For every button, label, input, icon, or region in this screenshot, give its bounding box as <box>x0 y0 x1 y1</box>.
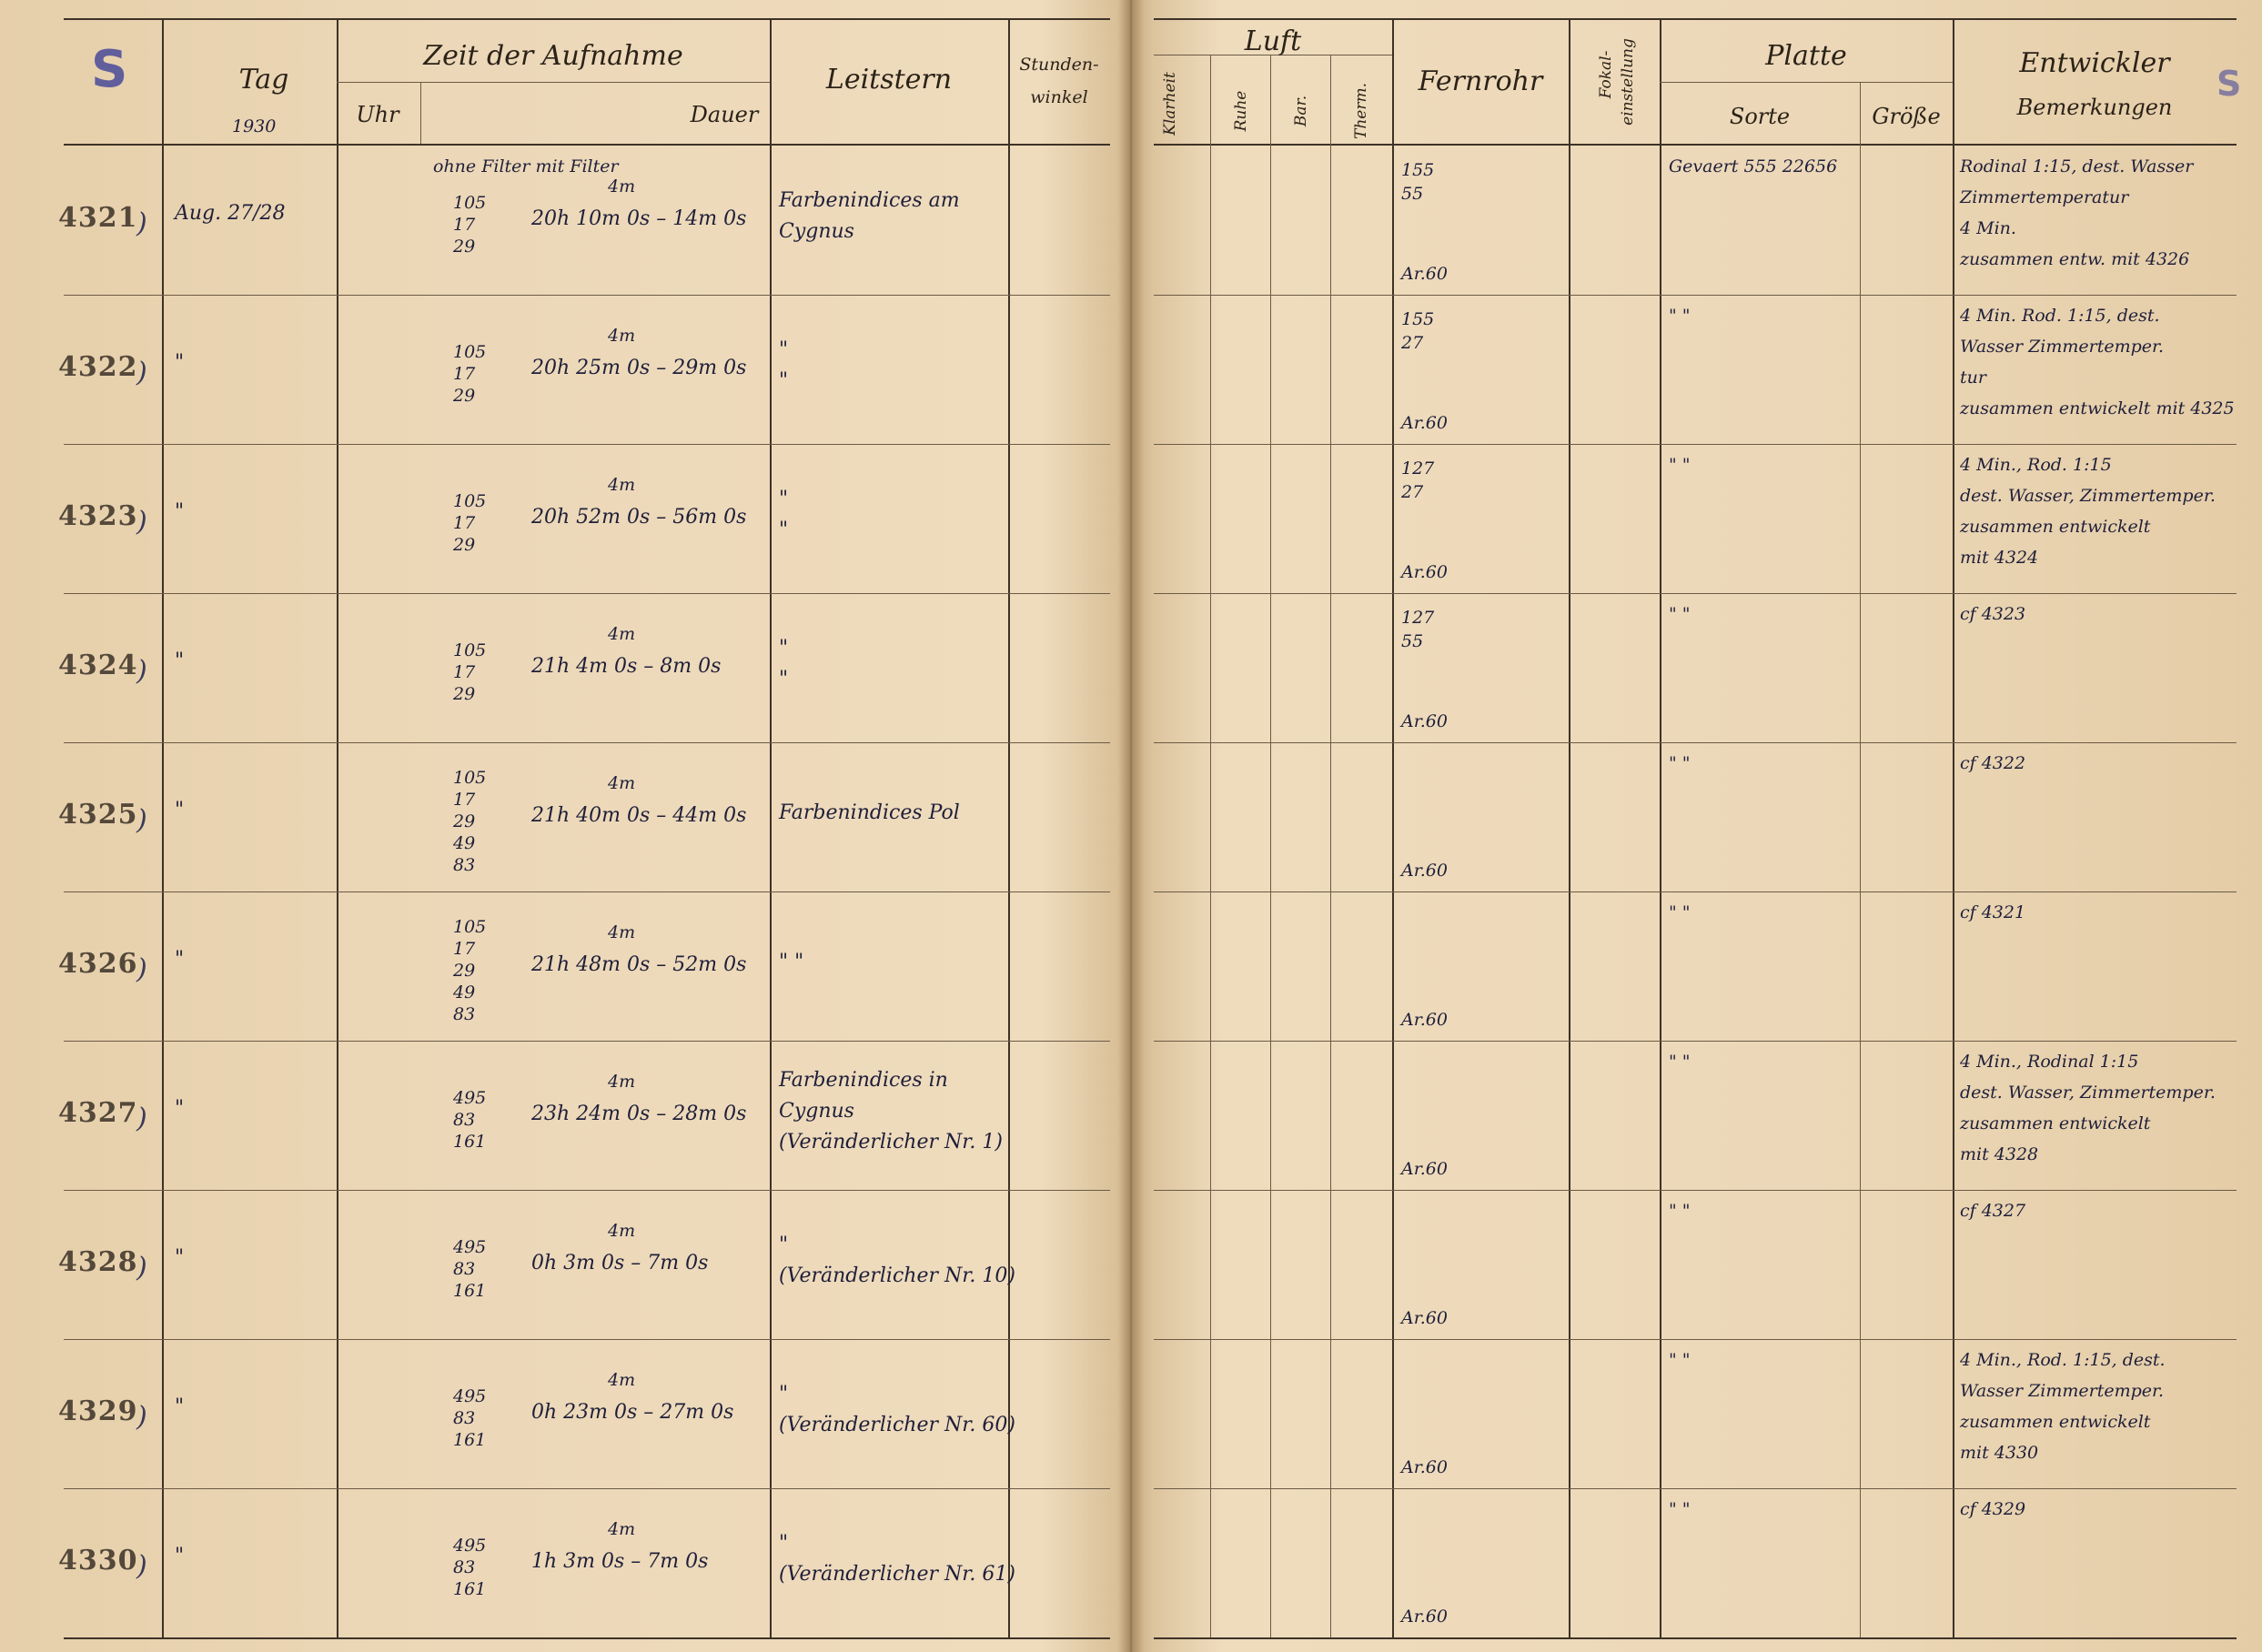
dauer-value: 21h 4m 0s – 8m 0s <box>531 655 722 678</box>
leitstern-value: (Veränderlicher Nr. 1) <box>779 1131 1003 1153</box>
entry-number: 4325 <box>58 799 138 831</box>
entry-number: 4323 <box>58 500 138 532</box>
bemerkung-line: Wasser Zimmertemper. <box>1960 337 2165 357</box>
bemerkung-line: cf 4322 <box>1960 753 2026 773</box>
check-mark: ) <box>136 1103 147 1134</box>
uhr-value: 105 <box>453 342 487 362</box>
dauer-head: 4m <box>608 326 636 346</box>
uhr-value: 83 <box>453 855 476 875</box>
bemerkung-line: mit 4330 <box>1960 1443 2039 1463</box>
col-header-uhr: Uhr <box>356 102 399 127</box>
row-divider <box>64 593 1110 594</box>
col-header-winkel: winkel <box>1030 87 1088 107</box>
uhr-value: 83 <box>453 1110 476 1130</box>
fernrohr-value: 55 <box>1401 184 1424 204</box>
fernrohr-value: Ar.60 <box>1401 1010 1448 1030</box>
dauer-head: 4m <box>608 773 636 793</box>
dauer-head: 4m <box>608 176 636 196</box>
entry-number: 4326 <box>58 948 138 980</box>
entry-number: 4321 <box>58 202 138 234</box>
check-mark: ) <box>136 506 147 538</box>
stamp-s: S <box>91 40 128 99</box>
leitstern-value: " <box>779 369 789 392</box>
platte-sorte: " " <box>1669 604 1691 624</box>
bemerkung-line: cf 4327 <box>1960 1201 2026 1221</box>
row-divider <box>64 742 1110 743</box>
uhr-value: 83 <box>453 1259 476 1279</box>
bemerkung-line: dest. Wasser, Zimmertemper. <box>1960 1083 2216 1103</box>
row-divider <box>64 1041 1110 1042</box>
uhr-value: 29 <box>453 386 476 406</box>
bemerkung-line: dest. Wasser, Zimmertemper. <box>1960 486 2216 506</box>
uhr-value: 105 <box>453 917 487 937</box>
leitstern-value: " <box>779 1532 789 1555</box>
col-header-bar: Bar. <box>1292 95 1310 127</box>
row-divider <box>64 444 1110 445</box>
col-header-zeit: Zeit der Aufnahme <box>423 40 683 72</box>
bemerkung-line: cf 4321 <box>1960 902 2026 922</box>
uhr-value: 17 <box>453 662 476 682</box>
fernrohr-value: 55 <box>1401 631 1424 651</box>
dauer-value: 0h 3m 0s – 7m 0s <box>531 1252 709 1274</box>
row-divider <box>64 891 1110 892</box>
uhr-value: 17 <box>453 790 476 810</box>
uhr-value: 161 <box>453 1579 487 1599</box>
year-label: 1930 <box>232 116 277 136</box>
row-divider <box>64 1190 1110 1191</box>
tag-value: " <box>175 1097 185 1120</box>
entry-number: 4329 <box>58 1395 138 1427</box>
leitstern-value: Farbenindices Pol <box>779 801 960 824</box>
fernrohr-value: Ar.60 <box>1401 861 1448 881</box>
bemerkung-line: Wasser Zimmertemper. <box>1960 1381 2165 1401</box>
uhr-value: 83 <box>453 1408 476 1428</box>
bemerkung-line: 4 Min. Rod. 1:15, dest. <box>1960 306 2160 326</box>
fernrohr-value: 155 <box>1401 160 1435 180</box>
dauer-head: 4m <box>608 624 636 644</box>
stamp-s-right: S <box>2217 64 2242 104</box>
fernrohr-value: Ar.60 <box>1401 264 1448 284</box>
uhr-value: 83 <box>453 1004 476 1024</box>
entry-number: 4330 <box>58 1545 138 1576</box>
col-header-ruhe: Ruhe <box>1232 90 1250 132</box>
bemerkung-line: 4 Min., Rodinal 1:15 <box>1960 1052 2139 1072</box>
dauer-value: 21h 40m 0s – 44m 0s <box>531 804 747 827</box>
uhr-value: 161 <box>453 1132 487 1152</box>
bemerkung-line: 4 Min. <box>1960 218 2016 238</box>
leitstern-value: Farbenindices in <box>779 1069 948 1092</box>
uhr-value: 161 <box>453 1281 487 1301</box>
bemerkung-line: Zimmertemperatur <box>1960 187 2129 207</box>
leitstern-value: " <box>779 1383 789 1405</box>
fernrohr-value: Ar.60 <box>1401 711 1448 731</box>
col-header-leitstern: Leitstern <box>825 64 953 96</box>
bemerkung-line: cf 4323 <box>1960 604 2026 624</box>
platte-sorte: " " <box>1669 902 1691 922</box>
leitstern-value: (Veränderlicher Nr. 61) <box>779 1563 1015 1586</box>
row-divider <box>1154 295 2237 296</box>
col-header-therm: Therm. <box>1352 83 1370 139</box>
uhr-value: 49 <box>453 833 476 853</box>
entry-number: 4322 <box>58 351 138 383</box>
dauer-head: 4m <box>608 475 636 495</box>
platte-sorte: " " <box>1669 1201 1691 1221</box>
bemerkung-line: Rodinal 1:15, dest. Wasser <box>1960 156 2194 176</box>
leitstern-value: " <box>779 338 789 361</box>
tag-value: " <box>175 1545 185 1567</box>
uhr-value: 49 <box>453 982 476 1002</box>
fernrohr-value: 155 <box>1401 309 1435 329</box>
tag-value: " <box>175 351 185 374</box>
platte-sorte: " " <box>1669 1499 1691 1519</box>
row-divider <box>1154 444 2237 445</box>
platte-sorte: Gevaert 555 22656 <box>1669 156 1838 176</box>
entry-number: 4327 <box>58 1097 138 1129</box>
platte-sorte: " " <box>1669 753 1691 773</box>
bemerkung-line: zusammen entwickelt <box>1960 517 2151 537</box>
filter-note: ohne Filter mit Filter <box>433 156 619 176</box>
bemerkung-line: 4 Min., Rod. 1:15, dest. <box>1960 1350 2166 1370</box>
dauer-value: 0h 23m 0s – 27m 0s <box>531 1401 734 1424</box>
leitstern-value: " <box>779 668 789 690</box>
leitstern-value: Cygnus <box>779 220 854 243</box>
dauer-head: 4m <box>608 1221 636 1241</box>
dauer-value: 1h 3m 0s – 7m 0s <box>531 1550 709 1573</box>
bemerkung-line: 4 Min., Rod. 1:15 <box>1960 455 2112 475</box>
fernrohr-value: Ar.60 <box>1401 1607 1448 1627</box>
dauer-head: 4m <box>608 922 636 942</box>
platte-sorte: " " <box>1669 1052 1691 1072</box>
uhr-value: 29 <box>453 961 476 981</box>
check-mark: ) <box>136 655 147 687</box>
dauer-value: 20h 52m 0s – 56m 0s <box>531 506 747 529</box>
dauer-value: 20h 10m 0s – 14m 0s <box>531 207 747 230</box>
col-header-fernrohr: Fernrohr <box>1418 65 1543 97</box>
uhr-value: 17 <box>453 939 476 959</box>
row-divider <box>64 295 1110 296</box>
uhr-value: 17 <box>453 513 476 533</box>
tag-value: " <box>175 799 185 821</box>
fernrohr-value: Ar.60 <box>1401 1308 1448 1328</box>
tag-value: " <box>175 1246 185 1269</box>
uhr-value: 105 <box>453 491 487 511</box>
row-divider <box>1154 1488 2237 1489</box>
left-page <box>0 0 1126 1652</box>
uhr-value: 105 <box>453 193 487 213</box>
tag-value: " <box>175 650 185 672</box>
leitstern-value: (Veränderlicher Nr. 10) <box>779 1264 1015 1287</box>
tag-value: " <box>175 948 185 971</box>
check-mark: ) <box>136 804 147 836</box>
bemerkung-line: cf 4329 <box>1960 1499 2026 1519</box>
col-header-luft: Luft <box>1244 25 1302 57</box>
col-header-klarheit: Klarheit <box>1161 72 1179 136</box>
col-header-einstellung: einstellung <box>1619 38 1637 126</box>
uhr-value: 29 <box>453 811 476 831</box>
fernrohr-value: Ar.60 <box>1401 1159 1448 1179</box>
uhr-value: 495 <box>453 1536 487 1556</box>
uhr-value: 17 <box>453 364 476 384</box>
row-divider <box>64 1488 1110 1489</box>
entry-number: 4324 <box>58 650 138 681</box>
col-header-stunden: Stunden- <box>1019 55 1099 75</box>
fernrohr-value: Ar.60 <box>1401 562 1448 582</box>
fernrohr-value: Ar.60 <box>1401 413 1448 433</box>
uhr-value: 495 <box>453 1237 487 1257</box>
leitstern-value: " <box>779 488 789 510</box>
row-divider <box>64 1339 1110 1340</box>
col-header-tag: Tag <box>238 64 289 96</box>
col-header-groesse: Größe <box>1872 104 1941 129</box>
bemerkung-line: mit 4328 <box>1960 1144 2039 1164</box>
leitstern-value: " <box>779 1234 789 1256</box>
fernrohr-value: Ar.60 <box>1401 1457 1448 1477</box>
uhr-value: 105 <box>453 768 487 788</box>
entry-number: 4328 <box>58 1246 138 1278</box>
dauer-value: 20h 25m 0s – 29m 0s <box>531 357 747 379</box>
leitstern-value: (Veränderlicher Nr. 60) <box>779 1414 1015 1436</box>
dauer-head: 4m <box>608 1072 636 1092</box>
uhr-value: 161 <box>453 1430 487 1450</box>
col-header-fokal: Fokal- <box>1597 50 1615 99</box>
dauer-value: 21h 48m 0s – 52m 0s <box>531 953 747 976</box>
uhr-value: 17 <box>453 215 476 235</box>
dauer-head: 4m <box>608 1519 636 1539</box>
uhr-value: 495 <box>453 1088 487 1108</box>
check-mark: ) <box>136 357 147 388</box>
tag-value: Aug. 27/28 <box>175 202 286 225</box>
row-divider <box>1154 742 2237 743</box>
platte-sorte: " " <box>1669 1350 1691 1370</box>
col-header-entwickler: Entwickler <box>2019 47 2170 79</box>
uhr-value: 29 <box>453 237 476 257</box>
check-mark: ) <box>136 1252 147 1284</box>
leitstern-value: " <box>779 519 789 541</box>
check-mark: ) <box>136 953 147 985</box>
bemerkung-line: tur <box>1960 368 1986 388</box>
dauer-value: 23h 24m 0s – 28m 0s <box>531 1103 747 1125</box>
fernrohr-value: 27 <box>1401 333 1424 353</box>
row-divider <box>1154 1190 2237 1191</box>
bemerkung-line: zusammen entw. mit 4326 <box>1960 249 2190 269</box>
uhr-value: 29 <box>453 535 476 555</box>
uhr-value: 105 <box>453 640 487 660</box>
leitstern-value: Cygnus <box>779 1100 854 1123</box>
check-mark: ) <box>136 207 147 239</box>
col-header-bemerkungen: Bemerkungen <box>2016 95 2173 120</box>
row-divider <box>1154 593 2237 594</box>
dauer-head: 4m <box>608 1370 636 1390</box>
bemerkung-line: zusammen entwickelt mit 4325 <box>1960 398 2235 418</box>
row-divider <box>1154 1339 2237 1340</box>
col-header-sorte: Sorte <box>1729 104 1791 129</box>
tag-value: " <box>175 1395 185 1418</box>
platte-sorte: " " <box>1669 455 1691 475</box>
right-page <box>1136 0 2262 1652</box>
uhr-value: 29 <box>453 684 476 704</box>
leitstern-value: " " <box>779 951 804 973</box>
leitstern-value: Farbenindices am <box>779 189 960 212</box>
tag-value: " <box>175 500 185 523</box>
fernrohr-value: 27 <box>1401 482 1424 502</box>
col-header-platte: Platte <box>1765 40 1847 72</box>
bemerkung-line: zusammen entwickelt <box>1960 1113 2151 1133</box>
leitstern-value: " <box>779 637 789 660</box>
platte-sorte: " " <box>1669 306 1691 326</box>
bemerkung-line: mit 4324 <box>1960 548 2039 568</box>
uhr-value: 83 <box>453 1557 476 1577</box>
check-mark: ) <box>136 1550 147 1582</box>
fernrohr-value: 127 <box>1401 608 1435 628</box>
fernrohr-value: 127 <box>1401 458 1435 478</box>
check-mark: ) <box>136 1401 147 1433</box>
row-divider <box>1154 891 2237 892</box>
bemerkung-line: zusammen entwickelt <box>1960 1412 2151 1432</box>
col-header-dauer: Dauer <box>690 102 759 127</box>
row-divider <box>1154 1041 2237 1042</box>
uhr-value: 495 <box>453 1386 487 1406</box>
